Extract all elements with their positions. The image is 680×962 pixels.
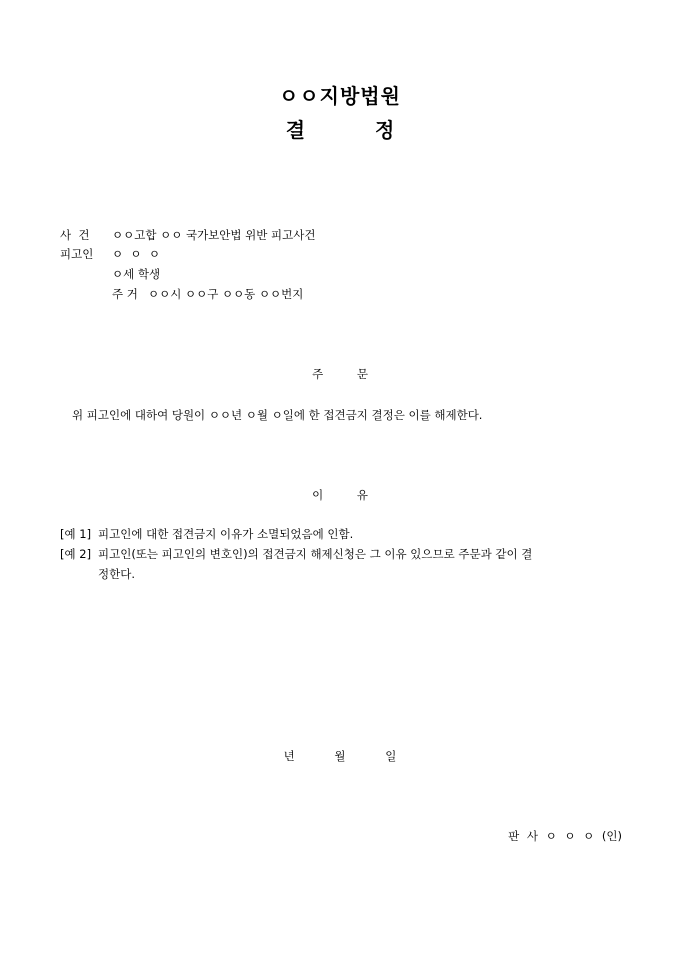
court-name: ㅇㅇ지방법원 — [279, 84, 401, 108]
reason-continuation: 정한다. — [98, 567, 135, 581]
address-value: ㅇㅇ시 ㅇㅇ구 ㅇㅇ동 ㅇㅇ번지 — [148, 287, 304, 301]
decision-date: 년 월 일 — [283, 749, 397, 763]
document-type-title: 결 정 — [285, 118, 395, 142]
case-label: 사 건 — [60, 228, 90, 242]
reason-text: 피고인(또는 피고인의 변호인)의 접견금지 해제신청은 그 이유 있으므로 주문과 같이 결 — [98, 547, 533, 561]
reason-tag: [예 1] — [60, 527, 92, 541]
reason-tag: [예 2] — [60, 547, 92, 561]
defendant-age-occupation: ㅇ세 학생 — [112, 267, 161, 281]
order-heading: 주 문 — [312, 367, 368, 381]
reason-text: 피고인에 대한 접견금지 이유가 소멸되었음에 인함. — [98, 527, 354, 541]
case-value: ㅇㅇ고합 ㅇㅇ 국가보안법 위반 피고사건 — [112, 228, 316, 242]
judge-signature: 판 사 ㅇ ㅇ ㅇ (인) — [508, 829, 622, 843]
defendant-name: ㅇ ㅇ ㅇ — [112, 247, 160, 261]
reasons-heading: 이 유 — [312, 488, 368, 502]
reason-item-1 — [60, 524, 625, 544]
defendant-label: 피고인 — [60, 247, 94, 261]
address-label: 주 거 — [112, 287, 138, 301]
order-text: 위 피고인에 대하여 당원이 ㅇㅇ년 ㅇ월 ㅇ일에 한 접견금지 결정은 이를 해제한다. — [72, 408, 483, 422]
reason-item-2 — [60, 544, 625, 584]
